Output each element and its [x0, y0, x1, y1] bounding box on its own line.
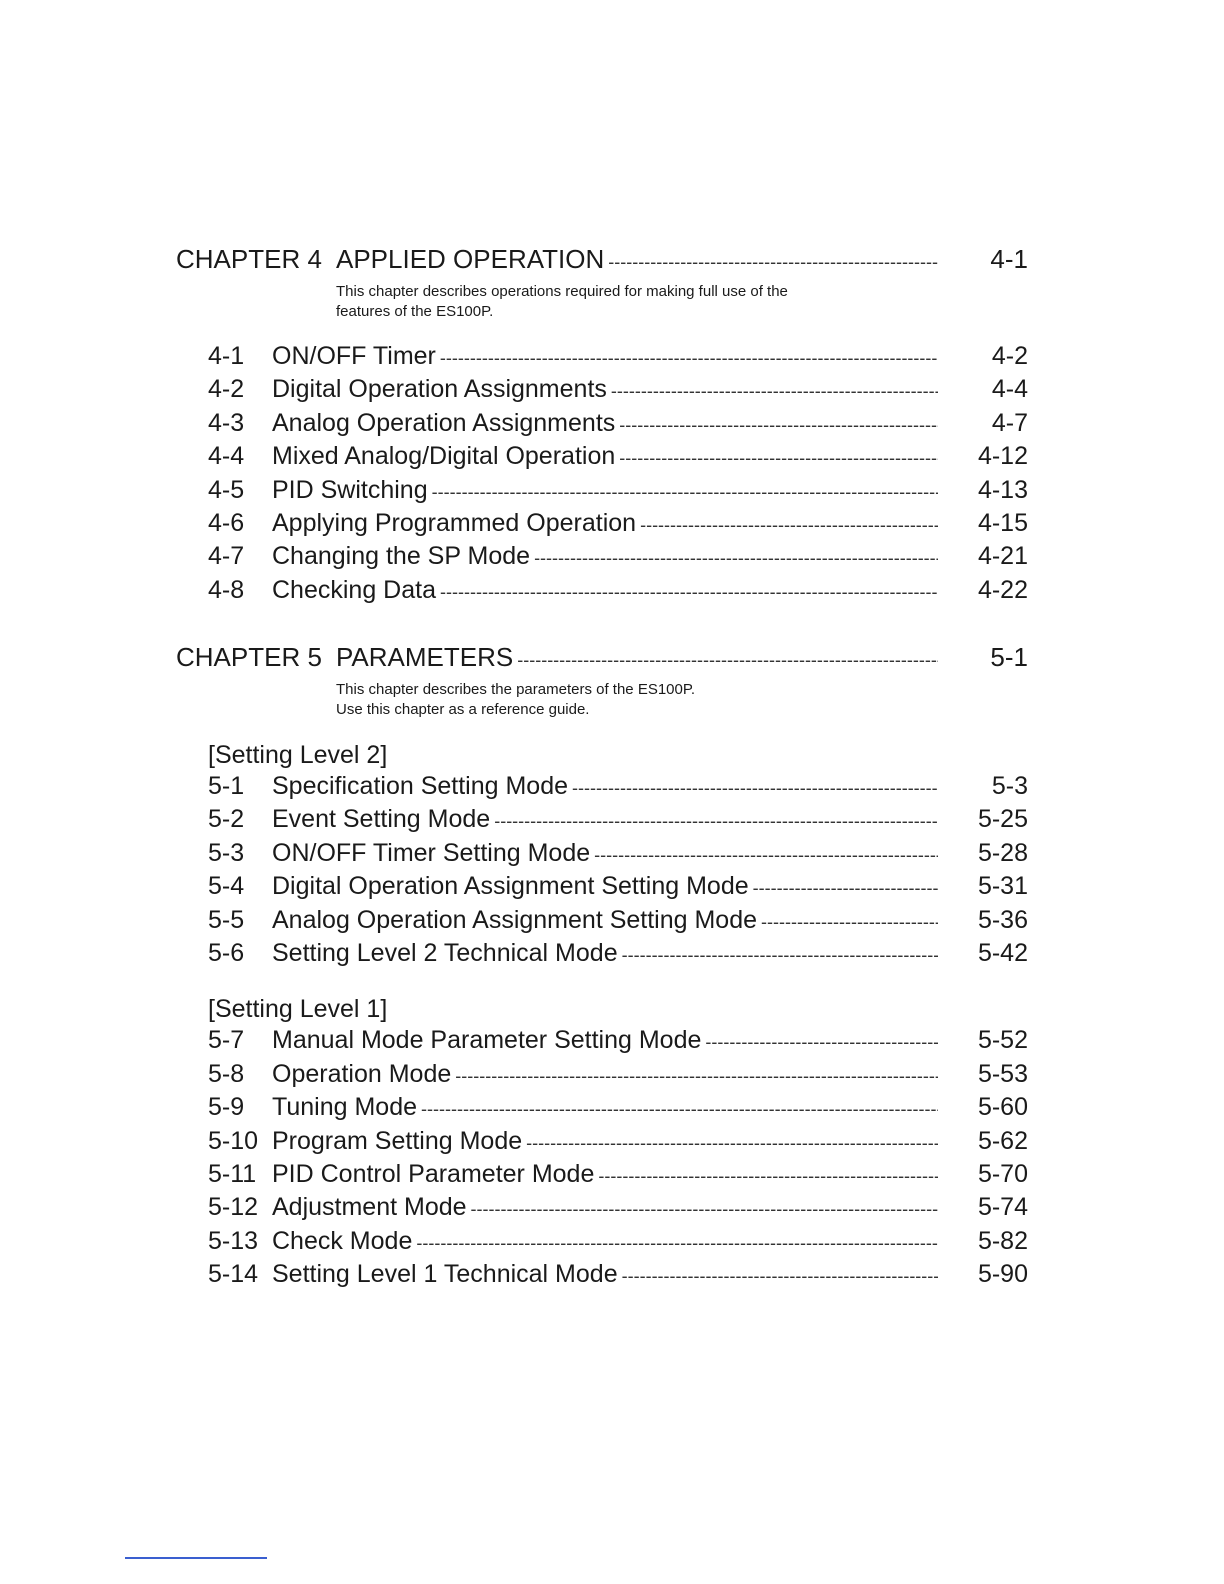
toc-entry[interactable]	[208, 576, 1028, 609]
toc-entry[interactable]	[208, 542, 1028, 575]
entry-number: 5-6	[208, 938, 245, 967]
entry-number: 5-1	[208, 772, 245, 800]
entry-title: Manual Mode Parameter Setting Mode	[272, 1026, 702, 1055]
chapter-number: CHAPTER 5	[176, 642, 322, 672]
entry-page: 4-12	[977, 442, 1028, 471]
entry-page: 5-62	[977, 1126, 1028, 1155]
group-label: [Setting Level 1]	[208, 995, 388, 1024]
entry-number: 5-7	[208, 1026, 245, 1055]
entry-number: 4-1	[208, 342, 245, 370]
entry-title: Digital Operation Assignments	[272, 375, 607, 404]
entry-title: Tuning Mode	[272, 1093, 417, 1122]
entry-number: 5-3	[208, 838, 245, 867]
dot-leader	[421, 1099, 938, 1120]
entry-number: 4-7	[208, 542, 245, 571]
entry-title: Checking Data	[272, 575, 436, 604]
toc-entry[interactable]	[208, 805, 1028, 838]
toc-entry[interactable]	[208, 1260, 1028, 1293]
entry-number: 4-3	[208, 408, 245, 437]
toc-entry[interactable]	[208, 342, 1028, 375]
entry-title: Changing the SP Mode	[272, 542, 531, 571]
description-line: This chapter describes operations required for making full use of the	[336, 283, 788, 300]
toc-entry[interactable]	[208, 409, 1028, 442]
entry-title: Operation Mode	[272, 1059, 452, 1088]
dot-leader	[608, 252, 938, 273]
entry-page: 5-52	[977, 1026, 1028, 1055]
dot-leader	[471, 1199, 938, 1220]
toc-entry[interactable]	[208, 442, 1028, 475]
toc-entry[interactable]	[208, 1093, 1028, 1126]
entry-number: 4-2	[208, 375, 245, 404]
group-label: [Setting Level 2]	[208, 741, 388, 769]
entry-page: 4-15	[977, 508, 1028, 537]
dot-leader	[494, 811, 938, 832]
entry-page: 4-13	[977, 475, 1028, 504]
toc-entry[interactable]	[208, 1160, 1028, 1193]
dot-leader	[753, 878, 938, 899]
dot-leader	[594, 845, 938, 866]
entry-page: 4-2	[991, 342, 1028, 370]
entry-title: Analog Operation Assignments	[272, 408, 616, 437]
toc-entry[interactable]	[208, 1227, 1028, 1260]
entry-page: 4-7	[991, 408, 1028, 437]
entry-number: 5-8	[208, 1059, 245, 1088]
dot-leader	[611, 381, 938, 402]
dot-leader	[572, 778, 938, 799]
entry-page: 4-22	[977, 575, 1028, 604]
dot-leader	[705, 1032, 938, 1053]
entry-number: 4-6	[208, 508, 245, 537]
entry-page: 4-4	[991, 375, 1028, 404]
toc-entry[interactable]	[208, 476, 1028, 509]
dot-leader	[440, 582, 938, 603]
entry-number: 5-11	[208, 1159, 257, 1188]
entry-page: 5-70	[977, 1159, 1028, 1188]
entry-title: Check Mode	[272, 1226, 413, 1255]
toc-entry[interactable]	[208, 1193, 1028, 1226]
toc-group-setting-level-1	[208, 992, 1028, 1293]
entry-title: Program Setting Mode	[272, 1126, 523, 1155]
entry-page: 5-53	[977, 1059, 1028, 1088]
entry-page: 5-25	[977, 805, 1028, 834]
entry-page: 5-28	[977, 838, 1028, 867]
entry-number: 5-4	[208, 872, 245, 901]
entry-number: 5-9	[208, 1093, 245, 1122]
entry-page: 5-3	[991, 772, 1028, 800]
entry-title: Applying Programmed Operation	[272, 508, 637, 537]
dot-leader	[622, 1266, 938, 1287]
entry-page: 5-60	[977, 1093, 1028, 1122]
entry-number: 4-4	[208, 442, 245, 471]
toc-entry[interactable]	[208, 872, 1028, 905]
chapter-5-section	[176, 642, 1028, 1293]
dot-leader	[619, 415, 938, 436]
toc-entry[interactable]	[208, 939, 1028, 972]
entry-title: Digital Operation Assignment Setting Mode	[272, 872, 749, 901]
chapter-heading[interactable]	[176, 244, 1028, 278]
entry-number: 5-14	[208, 1260, 259, 1289]
entry-title: Setting Level 2 Technical Mode	[272, 938, 618, 967]
toc-entry[interactable]	[208, 906, 1028, 939]
entry-number: 5-13	[208, 1226, 259, 1255]
dot-leader	[517, 650, 938, 671]
entry-page: 5-31	[977, 872, 1028, 901]
dot-leader	[526, 1133, 938, 1154]
chapter-title: PARAMETERS	[336, 642, 514, 672]
entry-title: Adjustment Mode	[272, 1193, 467, 1222]
entry-number: 4-5	[208, 475, 245, 504]
chapter-heading[interactable]	[176, 642, 1028, 676]
entry-number: 5-12	[208, 1193, 259, 1222]
toc-entries	[208, 342, 1028, 609]
entry-number: 5-5	[208, 905, 245, 934]
chapter-number: CHAPTER 4	[176, 244, 322, 274]
dot-leader	[640, 515, 938, 536]
dot-leader	[761, 912, 938, 933]
entry-page: 5-90	[977, 1260, 1028, 1289]
entry-page: 5-74	[977, 1193, 1028, 1222]
dot-leader	[455, 1066, 938, 1087]
toc-entry[interactable]	[208, 1127, 1028, 1160]
toc-group-setting-level-2	[208, 738, 1028, 972]
dot-leader	[622, 945, 938, 966]
description-line: This chapter describes the parameters of the ES100P.	[336, 681, 696, 698]
description-line: features of the ES100P.	[336, 303, 494, 320]
entry-number: 5-10	[208, 1126, 259, 1155]
toc-entry[interactable]	[208, 1026, 1028, 1059]
entry-page: 5-36	[977, 905, 1028, 934]
entry-title: Specification Setting Mode	[272, 772, 569, 800]
chapter-description	[336, 680, 1028, 720]
footer-rule	[125, 1557, 267, 1559]
dot-leader	[432, 482, 938, 503]
entry-page: 4-21	[977, 542, 1028, 571]
chapter-4-section	[176, 244, 1028, 609]
toc-entry[interactable]	[208, 509, 1028, 542]
entry-title: PID Control Parameter Mode	[272, 1159, 595, 1188]
toc-entry[interactable]	[208, 772, 1028, 805]
toc-entry[interactable]	[208, 839, 1028, 872]
entry-title: ON/OFF Timer	[272, 342, 436, 370]
chapter-description	[336, 282, 1028, 322]
entry-title: Setting Level 1 Technical Mode	[272, 1260, 618, 1289]
chapter-page: 4-1	[990, 244, 1028, 274]
entry-title: Event Setting Mode	[272, 805, 491, 834]
description-line: Use this chapter as a reference guide.	[336, 701, 590, 718]
entry-title: Mixed Analog/Digital Operation	[272, 442, 616, 471]
entry-number: 5-2	[208, 805, 245, 834]
dot-leader	[440, 348, 938, 369]
dot-leader	[534, 548, 938, 569]
entry-page: 5-42	[977, 938, 1028, 967]
dot-leader	[619, 448, 938, 469]
entry-title: PID Switching	[272, 475, 428, 504]
toc-entry[interactable]	[208, 1060, 1028, 1093]
toc-entry[interactable]	[208, 375, 1028, 408]
entry-page: 5-82	[977, 1226, 1028, 1255]
dot-leader	[598, 1166, 938, 1187]
entry-number: 4-8	[208, 575, 245, 604]
dot-leader	[416, 1233, 938, 1254]
entry-title: ON/OFF Timer Setting Mode	[272, 838, 591, 867]
chapter-title: APPLIED OPERATION	[336, 244, 605, 274]
chapter-page: 5-1	[990, 642, 1028, 672]
entry-title: Analog Operation Assignment Setting Mode	[272, 905, 758, 934]
